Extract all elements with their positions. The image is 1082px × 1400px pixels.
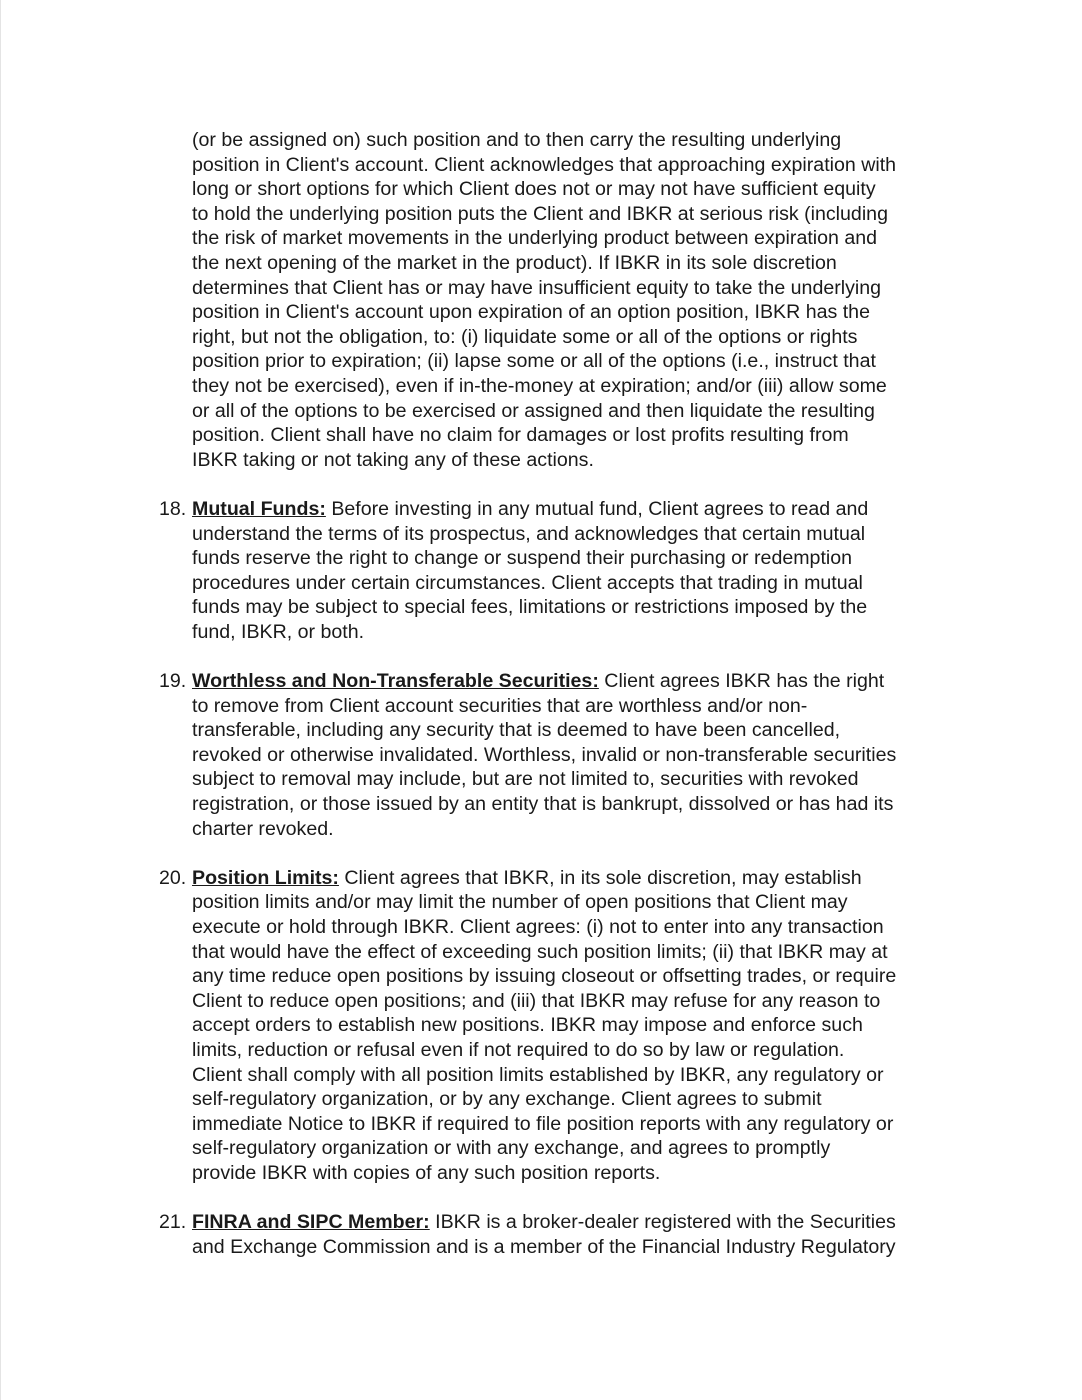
text-line: to remove from Client account securities that are worthless and/or non- xyxy=(192,694,808,717)
text-line: position. Client shall have no claim for damages or lost profits resulting from xyxy=(192,424,849,447)
text-line xyxy=(192,1210,959,1235)
text-line: position prior to expiration; (ii) lapse some or all of the options (i.e., instruct that xyxy=(192,350,876,373)
text-line: position in Client's account. Client acknowledges that approaching expiration with xyxy=(192,153,897,176)
text-line: procedures under certain circumstances. Client accepts that trading in mutual xyxy=(192,571,863,594)
text-line: funds may be subject to special fees, limitations or restrictions imposed by the xyxy=(192,596,868,619)
text-line: that would have the effect of exceeding such position limits; (ii) that IBKR may at xyxy=(192,940,888,963)
section-worthless-securities xyxy=(159,669,959,841)
text-line: position in Client's account upon expiration of an option position, IBKR has the xyxy=(192,301,870,324)
text-line: limits, reduction or refusal even if not required to do so by law or regulation. xyxy=(192,1038,845,1061)
text-line: funds reserve the right to change or suspend their purchasing or redemption xyxy=(192,547,853,570)
section-title: Mutual Funds: xyxy=(192,497,326,520)
text-line: self-regulatory organization, or by any exchange. Client agrees to submit xyxy=(192,1088,822,1111)
text-line: fund, IBKR, or both. xyxy=(192,620,365,643)
text-line: the risk of market movements in the underlying product between expiration and xyxy=(192,227,878,250)
section-number: 18. xyxy=(159,497,187,520)
text-line: revoked or otherwise invalidated. Worthless, invalid or non-transferable securities xyxy=(192,743,897,766)
section-position-limits xyxy=(159,866,959,1186)
section-first-line: IBKR is a broker-dealer registered with the Securities xyxy=(429,1211,896,1234)
text-line: immediate Notice to IBKR if required to file position reports with any regulatory or xyxy=(192,1112,894,1135)
section-finra-sipc xyxy=(159,1210,959,1259)
text-line: (or be assigned on) such position and to then carry the resulting underlying xyxy=(192,129,842,151)
text-line: execute or hold through IBKR. Client agrees: (i) not to enter into any transaction xyxy=(192,916,884,938)
document-body xyxy=(159,128,959,1259)
section-title: FINRA and SIPC Member: xyxy=(192,1211,430,1234)
text-line: subject to removal may include, but are not limited to, securities with revoked xyxy=(192,768,859,791)
section-first-line: Before investing in any mutual fund, Client agrees to read and xyxy=(325,497,869,520)
text-line: understand the terms of its prospectus, and acknowledges that certain mutual xyxy=(192,522,866,545)
text-line: accept orders to establish new positions. IBKR may impose and enforce such xyxy=(192,1014,863,1037)
continuation-paragraph xyxy=(192,128,959,472)
section-first-line: Client agrees IBKR has the right xyxy=(598,670,885,693)
text-line: right, but not the obligation, to: (i) liquidate some or all of the options or rights xyxy=(192,325,858,348)
text-line: to hold the underlying position puts the Client and IBKR at serious risk (including xyxy=(192,202,888,225)
text-line: transferable, including any security that is deemed to have been cancelled, xyxy=(192,719,841,742)
text-line: Client shall comply with all position limits established by IBKR, any regulatory or xyxy=(192,1063,884,1086)
text-line xyxy=(192,669,959,694)
text-line: charter revoked. xyxy=(192,817,334,840)
text-line: or all of the options to be exercised or assigned and then liquidate the resulting xyxy=(192,399,875,422)
section-mutual-funds xyxy=(159,497,959,645)
text-line: Client to reduce open positions; and (iii) that IBKR may refuse for any reason to xyxy=(192,989,881,1012)
section-number: 21. xyxy=(159,1211,187,1234)
section-title: Worthless and Non-Transferable Securities: xyxy=(192,670,599,693)
section-number: 19. xyxy=(159,670,187,693)
text-line: and Exchange Commission and is a member of the Financial Industry Regulatory xyxy=(192,1235,896,1258)
text-line: long or short options for which Client does not or may not have sufficient equity xyxy=(192,178,876,201)
section-first-line: Client agrees that IBKR, in its sole discretion, may establish xyxy=(338,866,862,889)
text-line: registration, or those issued by an entity that is bankrupt, dissolved or has had its xyxy=(192,793,894,816)
text-line: self-regulatory organization or with any exchange, and agrees to promptly xyxy=(192,1137,831,1160)
text-line: IBKR taking or not taking any of these actions. xyxy=(192,448,594,471)
text-line: determines that Client has or may have insufficient equity to take the underlying xyxy=(192,276,882,299)
text-line: the next opening of the market in the product). If IBKR in its sole discretion xyxy=(192,251,837,274)
text-line: any time reduce open positions by issuing closeout or offsetting trades, or require xyxy=(192,965,897,988)
text-line xyxy=(192,866,959,891)
text-line: they not be exercised), even if in-the-money at expiration; and/or (iii) allow some xyxy=(192,374,887,397)
text-line: position limits and/or may limit the number of open positions that Client may xyxy=(192,891,848,914)
text-line: provide IBKR with copies of any such position reports. xyxy=(192,1161,661,1184)
section-number: 20. xyxy=(159,866,187,889)
section-title: Position Limits: xyxy=(192,866,339,889)
text-line xyxy=(192,497,959,522)
